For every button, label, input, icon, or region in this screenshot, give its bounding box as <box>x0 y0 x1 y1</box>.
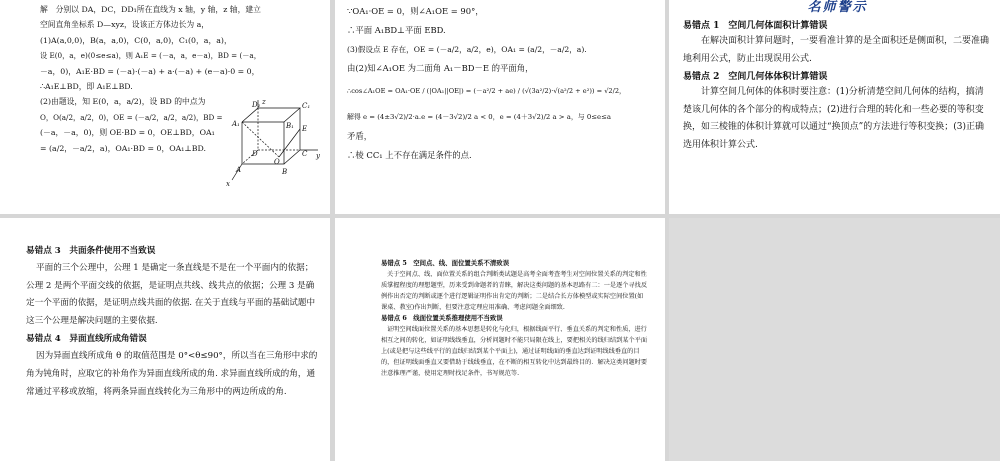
mistake-4-heading: 易错点 4 异面直线所成角错误 <box>26 334 147 345</box>
slide-1 <box>0 0 330 214</box>
mistake-2-heading: 易错点 2 空间几何体体积计算错误 <box>683 72 828 82</box>
empty-slide-area <box>669 218 1000 461</box>
mistake-2-text: 计算空间几何体的体积时要注意：(1)分析清楚空间几何体的结构，搞清楚该几何体的各个部分的构成特点；(2)进行合理的转化和一些必要的等积变换，如三棱锥的体积计算就可以通过“换顶点”的方法进行等积变换；(3)正确选用体积计算公式. <box>683 87 984 150</box>
label-y: y <box>316 152 320 160</box>
slide-3 <box>669 0 1000 214</box>
proof-line-1: ∵OA₁·OE = 0，则∠A₁OE = 90°， <box>347 6 484 16</box>
slide-title: 名师警示 <box>807 0 868 15</box>
label-B: B <box>282 168 288 176</box>
label-C1: C₁ <box>302 102 311 110</box>
solution-line-8: O，O(a/2，a/2，0)，OE = (－a/2，a/2，a/2)，BD = <box>40 112 223 122</box>
slide-2 <box>335 0 665 214</box>
label-C: C <box>302 150 308 158</box>
proof-line-5: ∴cos∠A₁OE = OA₁·OE / (|OA₁||OE|) = (－a²/2 + ae) / (√(3a²/2)·√(a²/2 + e²)) = √2/2， <box>347 87 626 95</box>
label-A: A <box>236 166 242 174</box>
proof-line-7: 解得 e = (4±3√2)/2·a.e = (4－3√2)/2 a < 0，e = (4＋3√2)/2 a > a，与 0≤e≤a <box>347 113 611 121</box>
solution-line-1: 解 分别以 DA，DC，DD₁所在直线为 x 轴，y 轴，z 轴，建立 <box>40 5 261 14</box>
mistake-5-heading: 易错点 5 空间点、线、面位置关系不清致误 <box>381 259 510 267</box>
solution-line-4: 设 E(0，a，e)(0≤e≤a)，则 A₁E = (－a，a，e－a)，BD = (－a， <box>40 51 261 61</box>
proof-line-2: ∴平面 A₁BD⊥平面 EBD. <box>347 25 446 35</box>
mistake-3-heading: 易错点 3 共面条件使用不当致误 <box>26 246 156 256</box>
solution-line-9: (－a，－a，0)，则 OE·BD = 0，OE⊥BD，OA₁ <box>40 128 215 138</box>
solution-line-5: －a，0)，A₁E·BD = (－a)·(－a) + a·(－a) + (e－a)·0 = 0， <box>40 66 260 76</box>
slide-5 <box>335 218 665 461</box>
label-z: z <box>262 98 266 106</box>
label-D1: D₁ <box>252 101 261 109</box>
proof-line-9: ∴棱 CC₁ 上不存在满足条件的点. <box>347 150 472 160</box>
proof-line-8: 矛盾， <box>347 131 373 141</box>
mistake-3-text: 平面的三个公理中，公理 1 是确定一条直线是不是在一个平面内的依据；公理 2 是两个平面交线的依据，是证明点共线、线共点的依据；公理 3 是确定一个平面的依据，是证明点线共面的依据. 在关于直线与平面的基础试题中这三个公理是解决问题的主要依据. <box>26 263 316 326</box>
solution-line-3: (1)A(a,0,0)，B(a，a,0)，C(0，a,0)，C₁(0，a，a)， <box>40 35 232 45</box>
label-A1: A₁ <box>232 120 240 128</box>
slide-4 <box>0 218 330 461</box>
solution-line-7: (2)由题设，知 E(0，a，a/2)，设 BD 的中点为 <box>40 97 206 107</box>
mistake-1-heading: 易错点 1 空间几何体面积计算错误 <box>683 21 828 31</box>
proof-line-3: (3)假设点 E 存在，OE = (－a/2，a/2，e)，OA₁ = (a/2，－a/2，a). <box>347 45 587 54</box>
mistake-5-text: 关于空间点、线、面位置关系的组合判断类试题是高考全面考查考生对空间位置关系的判定和性质掌握程度的理想题型，历来受到命题者的青睐，解决这类问题的基本思路有二：一是逐个寻找反例作出否定的判断或逐个进行逻辑证明作出肯定的判断；二是结合长方体模型或实际空间位置(如课桌、教室)作出判断，但要注意定理应用准确、考虑问题全面细致. <box>381 271 648 311</box>
proof-line-4: 由(2)知∠A₁OE 为二面角 A₁－BD－E 的平面角， <box>347 63 534 73</box>
mistake-4-text: 因为异面直线所成角 θ 的取值范围是 0°<θ≤90°，所以当在三角形中求的角为钝角时，应取它的补角作为异面直线所成的角. 求异面直线所成的角，通常通过平移或放缩，将两条异面直线转化为三角形中的两边所成的角. <box>26 351 318 397</box>
mistake-6-heading: 易错点 6 线面位置关系推理使用不当致误 <box>381 314 503 322</box>
label-B1: B₁ <box>286 122 294 130</box>
solution-line-2: 空间直角坐标系 D—xyz，设该正方体边长为 a， <box>40 20 210 30</box>
cube-figure <box>222 98 322 190</box>
solution-line-6: ∴A₁E⊥BD，即 A₁E⊥BD. <box>40 82 133 92</box>
label-O: O <box>274 158 280 166</box>
mistake-6-text: 证明空间线面位置关系的基本思想是转化与化归，根据线面平行、垂直关系的判定和性质，进行相互之间的转化，如证明线线垂直，分析问题时不能只局限在线上，要把相关的线归结到某个平面上(或是把与这些线平行的直线归结到某个平面上)，通过证明线面的垂直达到证明线线垂直的目的，但证明线面垂直又要借助于线线垂直，在不断的相互转化中达到最终目的．解决这类问题时要注意推理严谨，使用定理时找足条件，书写规范等. <box>381 326 648 377</box>
solution-line-10: = (a/2，－a/2，a)，OA₁·BD = 0，OA₁⊥BD. <box>40 143 206 153</box>
mistake-1-text: 在解决面积计算问题时，一要看准计算的是全面积还是侧面积，二要准确地利用公式，防止出现误用公式. <box>683 36 990 64</box>
label-D: D <box>252 150 258 158</box>
label-E: E <box>302 125 308 133</box>
label-x: x <box>226 180 230 188</box>
